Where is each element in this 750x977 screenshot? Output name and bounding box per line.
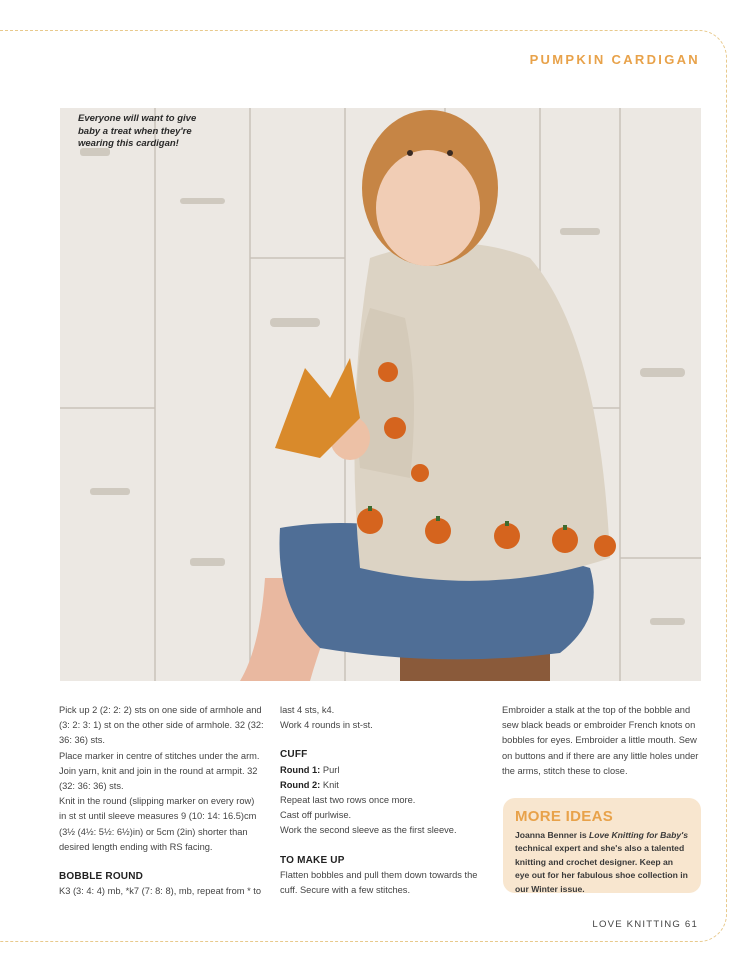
paragraph: Embroider a stalk at the top of the bobble and sew black beads or embroider French knots on bobbles for eyes. Embroider a little mouth. Sew on buttons and if there are any little holes under the arms, stitch these to close. [502, 705, 699, 776]
heading-cuff: CUFF [280, 749, 308, 761]
round-2-text: Knit [320, 779, 339, 790]
photo-caption: Everyone will want to give baby a treat when they're wearing this cardigan! [78, 113, 197, 149]
more-ideas-text [515, 829, 689, 896]
paragraph: Cast off purlwise. [280, 810, 352, 821]
photo-illustration [60, 108, 701, 681]
paragraph: Place marker in centre of stitches under the arm. Join yarn, knit and join in the round at armpit. 32 (32: 36: 36) sts. [59, 750, 260, 792]
instructions-column-1 [59, 703, 264, 899]
round-1 [280, 763, 485, 778]
paragraph: Pick up 2 (2: 2: 2) sts on one side of armhole and (3: 2: 3: 1) st on the other side of armhole. 32 (32: 36: 36) sts. [59, 705, 264, 746]
paragraph: K3 (3: 4: 4) mb, *k7 (7: 8: 8), mb, repeat from * to [59, 886, 262, 897]
paragraph: last 4 sts, k4. [280, 705, 335, 715]
section-title: PUMPKIN CARDIGAN [529, 52, 700, 67]
page-footer [592, 919, 698, 930]
instructions-column-2 [280, 703, 485, 898]
heading-to-make-up: TO MAKE UP [280, 854, 345, 866]
paragraph: Flatten bobbles and pull them down towards the cuff. Secure with a few stitches. [280, 869, 478, 896]
round-2-label: Round 2: [280, 779, 321, 790]
more-ideas-box [503, 798, 701, 893]
page-number: 61 [684, 919, 698, 930]
more-ideas-title: MORE IDEAS [515, 808, 614, 825]
main-photo [60, 108, 701, 681]
paragraph: Knit in the round (slipping marker on every row) in st st until sleeve measures 9 (10: 14: 16.5)cm (3½ (4½: 5½: 6½)in) or 5cm (2in) shorter than desired length ending with RS facing. [59, 796, 257, 852]
paragraph: Repeat last two rows once more. [280, 795, 416, 806]
round-1-label: Round 1: [280, 764, 321, 775]
more-ideas-text-italic: Love Knitting for Baby's [589, 830, 688, 840]
more-ideas-text-a: Joanna Benner is [515, 830, 590, 840]
round-2 [280, 778, 485, 793]
heading-bobble-round: BOBBLE ROUND [59, 871, 144, 883]
paragraph: Work the second sleeve as the first sleeve. [280, 825, 457, 836]
round-1-text: Purl [320, 764, 340, 775]
more-ideas-text-b: technical expert and she's also a talented knitting and crochet designer. Keep an eye out for her fabulous shoe collection in our Winter issue. [515, 843, 688, 894]
instructions-column-3 [502, 703, 707, 779]
magazine-name: LOVE KNITTING [592, 919, 682, 930]
paragraph: Work 4 rounds in st-st. [280, 720, 373, 731]
